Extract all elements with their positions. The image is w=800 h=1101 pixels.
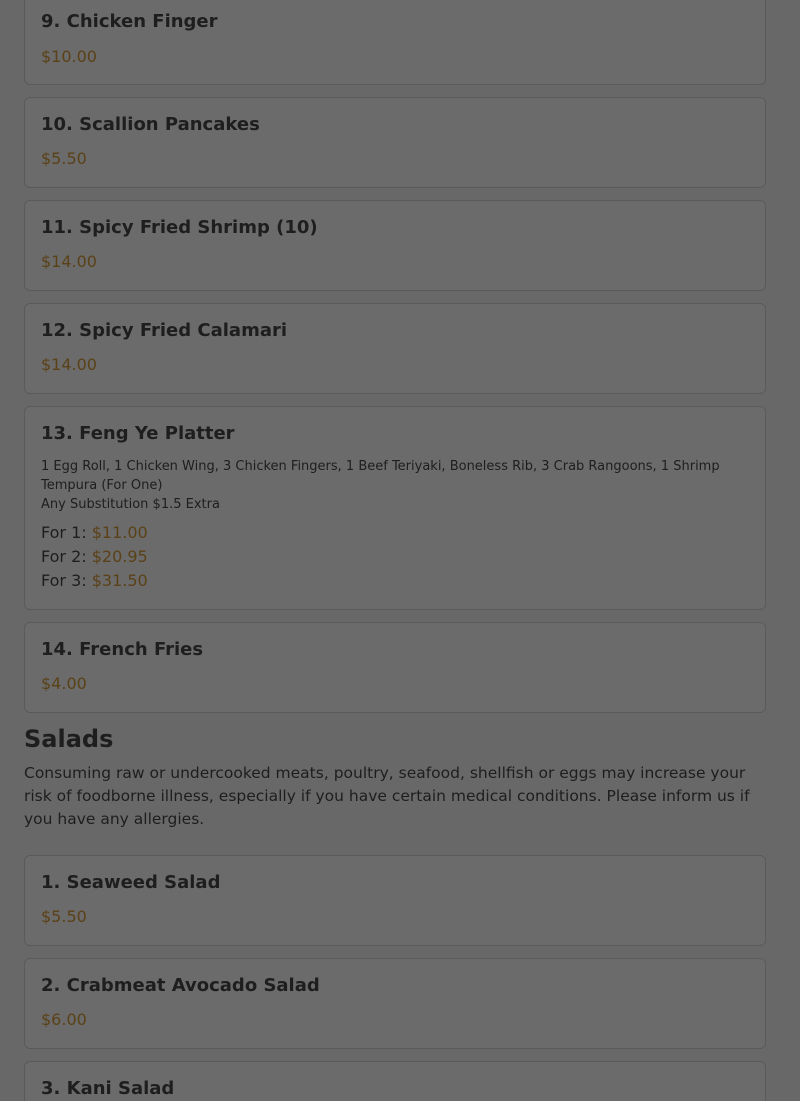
tier-price: $31.50: [91, 571, 148, 590]
menu-item-scallion-pancakes[interactable]: [24, 97, 766, 188]
menu-item-feng-ye-platter[interactable]: [24, 406, 766, 610]
tier-label: For 3:: [41, 571, 87, 590]
tier-price: $20.95: [91, 547, 148, 566]
price-tier-for-3: [41, 571, 148, 591]
allergy-disclaimer: Consuming raw or undercooked meats, poultry, seafood, shellfish or eggs may increase your risk of foodborne illness, especially if you have certain medical conditions. Please inform us if you have any allergies.: [24, 764, 750, 828]
item-price: $5.50: [41, 149, 87, 168]
item-title: 13. Feng Ye Platter: [41, 423, 235, 444]
menu-item-seaweed-salad[interactable]: [24, 855, 766, 946]
item-title: 9. Chicken Finger: [41, 11, 218, 32]
tier-label: For 2:: [41, 547, 87, 566]
menu-item-crabmeat-avocado-salad[interactable]: [24, 958, 766, 1049]
menu-item-spicy-fried-calamari[interactable]: [24, 303, 766, 394]
tier-label: For 1:: [41, 523, 87, 542]
item-title: 12. Spicy Fried Calamari: [41, 320, 288, 341]
section-title-salads: Salads: [24, 725, 114, 753]
item-price: $5.50: [41, 907, 87, 926]
item-substitution-note: Any Substitution $1.5 Extra: [41, 497, 220, 512]
tier-price: $11.00: [91, 523, 148, 542]
item-title: 3. Kani Salad: [41, 1078, 175, 1099]
menu-item-kani-salad[interactable]: [24, 1061, 766, 1101]
item-title: 2. Crabmeat Avocado Salad: [41, 975, 320, 996]
item-title: 10. Scallion Pancakes: [41, 114, 260, 135]
item-title: 1. Seaweed Salad: [41, 872, 221, 893]
item-price: $14.00: [41, 252, 97, 271]
item-title: 14. French Fries: [41, 639, 204, 660]
price-tier-for-1: [41, 523, 148, 543]
item-price: $4.00: [41, 674, 87, 693]
menu-item-french-fries[interactable]: [24, 622, 766, 713]
menu-item-chicken-finger[interactable]: [24, 0, 766, 85]
item-price: $6.00: [41, 1010, 87, 1029]
item-description: 1 Egg Roll, 1 Chicken Wing, 3 Chicken Fingers, 1 Beef Teriyaki, Boneless Rib, 3 Crab Rangoons, 1 Shrimp Tempura (For One): [41, 459, 720, 493]
menu-item-spicy-fried-shrimp[interactable]: [24, 200, 766, 291]
item-title: 11. Spicy Fried Shrimp (10): [41, 217, 318, 238]
item-price: $10.00: [41, 47, 97, 66]
item-price: $14.00: [41, 355, 97, 374]
price-tier-for-2: [41, 547, 148, 567]
